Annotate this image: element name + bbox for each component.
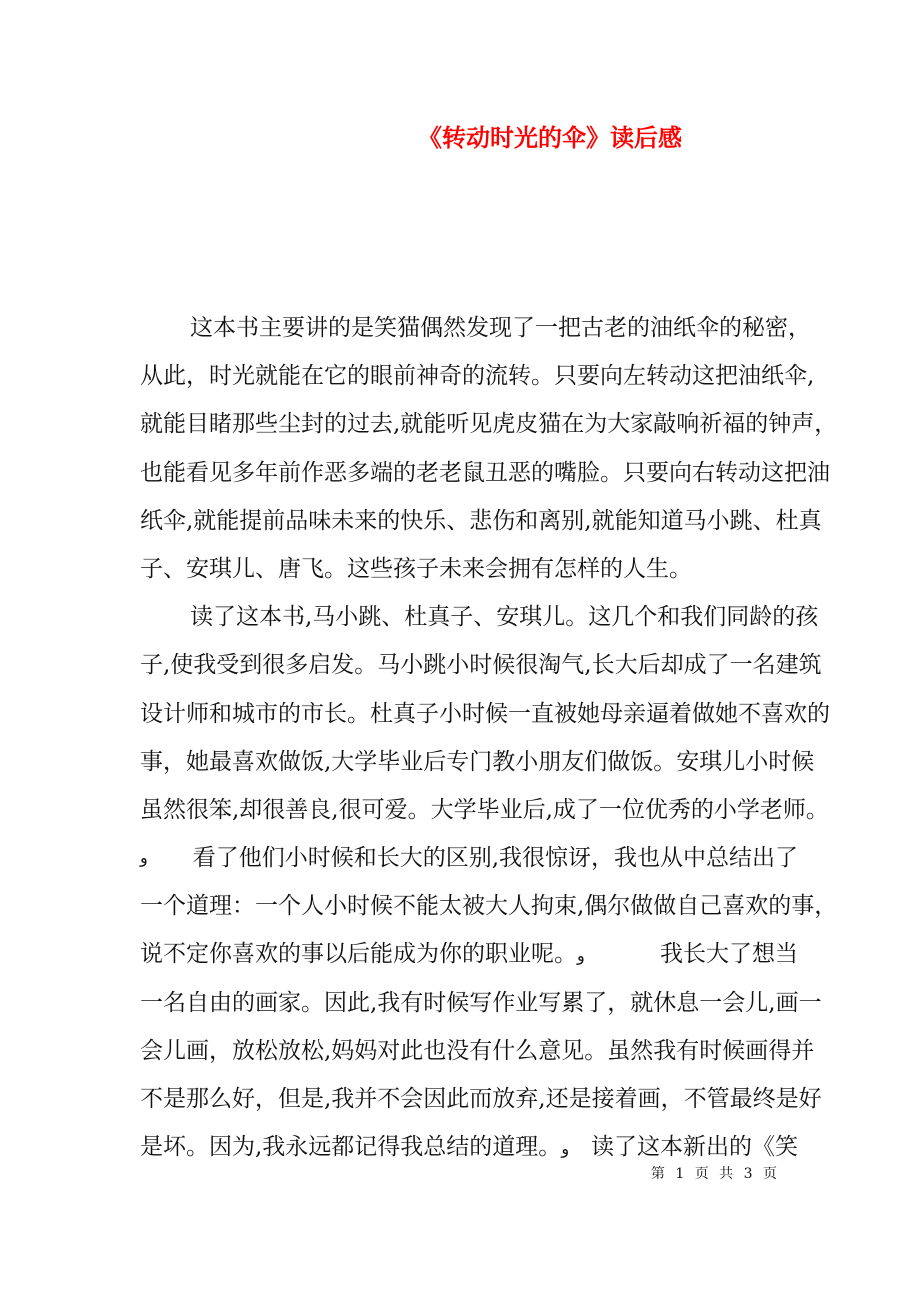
- text-segment: 说不定你喜欢的事以后能成为你的职业呢。: [140, 941, 577, 968]
- paragraph-mark: و: [577, 946, 585, 966]
- text-line: 子、安琪儿、唐飞。这些孩子未来会拥有怎样的人生。: [140, 555, 692, 582]
- text-line: 纸伞,就能提前品味未来的快乐、悲伤和离别,就能知道马小跳、杜真: [140, 507, 822, 534]
- text-line: 一个道理：一个人小时候不能太被大人拘束,偶尔做做自己喜欢的事，: [140, 893, 838, 920]
- paragraph-mark: و: [140, 848, 148, 868]
- text-segment: 我长大了想当: [660, 941, 798, 968]
- text-line: 设计师和城市的市长。杜真子小时候一直被她母亲逼着做她不喜欢的: [140, 700, 830, 727]
- text-line: 一名自由的画家。因此,我有时候写作业写累了，就休息一会儿,画一: [140, 989, 822, 1016]
- text-line: 也能看见多年前作恶多端的老老鼠丑恶的嘴脸。只要向右转动这把油: [140, 459, 830, 486]
- text-line: 不是那么好，但是,我并不会因此而放弃,还是接着画，不管最终是好: [140, 1086, 822, 1112]
- text-line: 子,使我受到很多启发。马小跳小时候很淘气,长大后却成了一名建筑: [140, 652, 822, 679]
- text-segment: 看了他们小时候和长大的区别,我很惊讶，我也从中总结出了: [192, 845, 798, 872]
- text-line: 虽然很笨,却很善良,很可爱。大学毕业后,成了一位优秀的小学老师。: [140, 796, 829, 823]
- paragraph-mark: و: [561, 1139, 570, 1159]
- document-body: [140, 310, 838, 1177]
- page-number: 第 1 页 共 3 页: [650, 1166, 780, 1182]
- document-title: 《转动时光的伞》读后感: [418, 124, 682, 152]
- text-segment: [140, 1129, 569, 1177]
- text-line: 读了这本书,马小跳、杜真子、安琪儿。这几个和我们同龄的孩: [190, 604, 819, 631]
- text-line: 这本书主要讲的是笑猫偶然发现了一把古老的油纸伞的秘密，: [190, 315, 811, 341]
- text-line: 就能目睹那些尘封的过去,就能听见虎皮猫在为大家敲响祈福的钟声，: [140, 411, 838, 438]
- text-segment: [140, 936, 585, 984]
- text-line: [140, 840, 798, 888]
- text-line: 会儿画，放松放松,妈妈对此也没有什么意见。虽然我有时候画得并: [140, 1037, 815, 1064]
- text-segment: 读了这本新出的《笑: [591, 1134, 798, 1161]
- text-line: 从此，时光就能在它的眼前神奇的流转。只要向左转动这把油纸伞,: [140, 363, 815, 390]
- text-line: [140, 936, 798, 984]
- text-segment: 是坏。因为,我永远都记得我总结的道理。: [140, 1134, 562, 1161]
- text-line: 事，她最喜欢做饭,大学毕业后专门教小朋友们做饭。安琪儿小时候: [140, 748, 815, 775]
